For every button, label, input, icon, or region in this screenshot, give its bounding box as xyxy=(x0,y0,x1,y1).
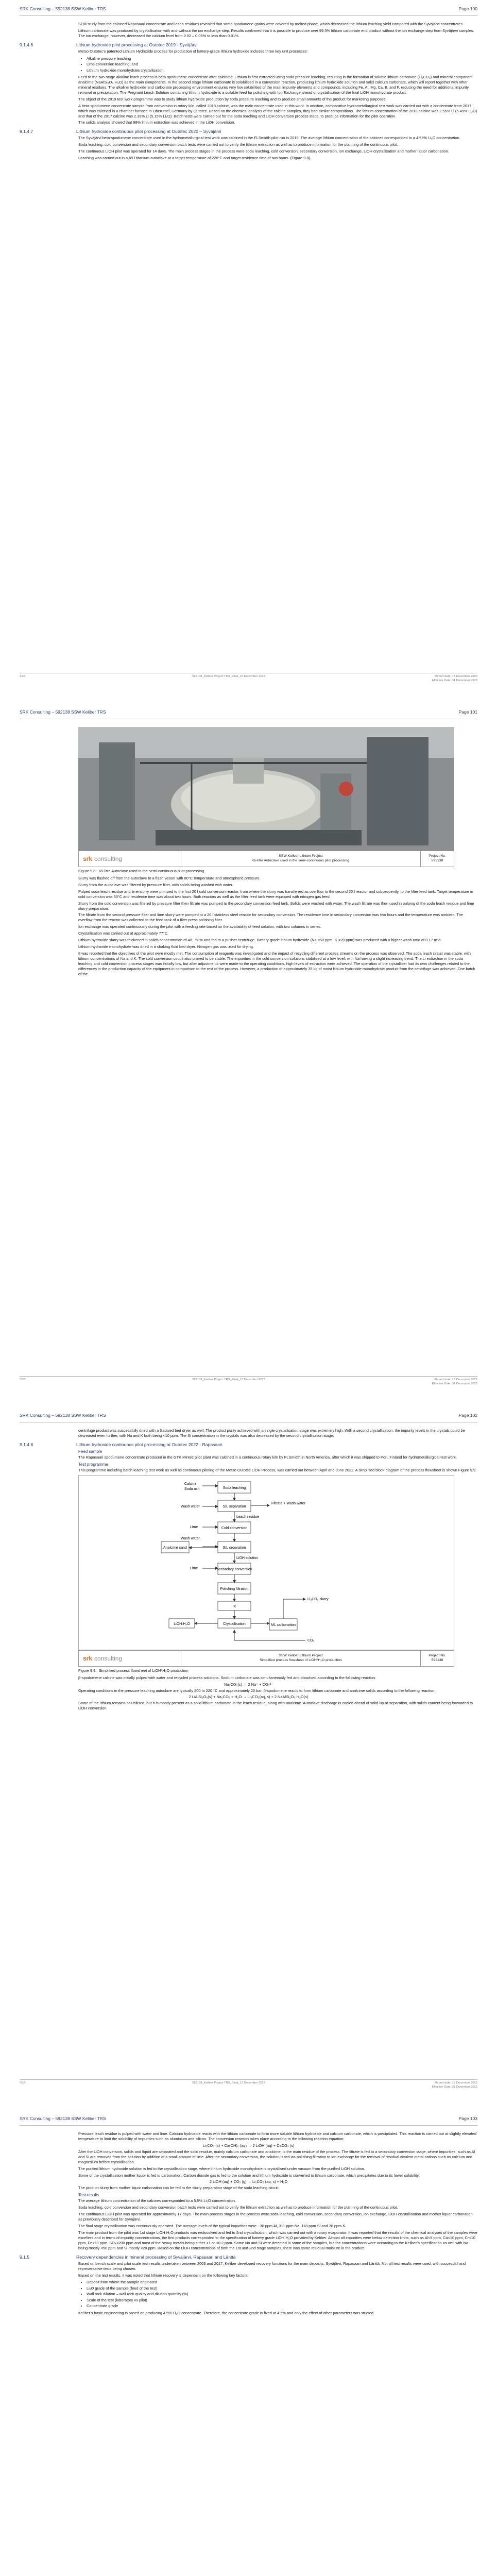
title-block-project: SSW Keliber Lithium Project xyxy=(279,1653,323,1657)
label-soda-leaching: Soda leaching xyxy=(222,1486,246,1490)
paragraph: A beta-spodumene concentrate sample from conversion in rotary kiln, called 2018 calcine, was the main concentrate used in this work. In addition, comparative hydrometallurgical test work was carried out with a concentrate from 2017, which was calcined in a chamber furnace in Oberursel, Germany by Outotec. Based on the chemical analysis of the calcine samples, they had similar compositions. The lithium concentration of the 2016 calcine was 2.55% Li (5.49% Li₂O) and that of the 2017 calcine was 2.39% Li (5.15% Li₂O). Batch tests were carried out for the soda leaching and LiOH conversion process steps, to produce information for the pilot operation. xyxy=(78,103,477,118)
label-calcine: Calcine xyxy=(184,1482,197,1486)
page-number: Page 100 xyxy=(458,6,477,11)
equation: 2 LiOH (aq) + CO₂ (g) → Li₂CO₃ (aq, s) + H₂O xyxy=(209,2179,288,2184)
page-number: Page 103 xyxy=(458,2116,477,2121)
figure-title-block xyxy=(78,1650,454,1667)
figure-text: 65-litre Autoclave used in the semi-continuous pilot processing xyxy=(99,869,204,873)
report-date: Report date: 13 December 2023 xyxy=(435,1378,477,1381)
bullet-list xyxy=(78,56,477,73)
footer-left: SSS xyxy=(20,675,26,678)
project-number-box xyxy=(421,851,454,867)
label-crystallisation: Crystallisation xyxy=(223,1622,246,1626)
paragraph: Crystallisation was carried out at approximately 77°C. xyxy=(78,931,169,936)
list-item: • Scale of the test (laboratory vs pilot) xyxy=(87,2297,477,2303)
list-item: • Deposit from where the sample originated xyxy=(87,2279,477,2285)
label-co2: CO₂ xyxy=(307,1638,315,1642)
label-lioh-product: LiOH·H₂O xyxy=(174,1622,190,1626)
paragraph: Pulped soda leach residue and lime slurry were pumped to the first 20 l cold conversion reactor, from where the slurry was transferred as overflow to the second 20 l reactor and subsequently, to the filter feed tank. Target temperature in cold conversion was 30°C and residence time was about two hours. Both reactors as well as the filter feed tank were equipped with nitrogen gas feed. xyxy=(78,889,473,899)
header-title: SRK Consulting – 592138 SSW Keliber TRS xyxy=(20,6,106,11)
paragraph: The Syväjärvi beta-spodumene concentrate used in the hydrometallurgical test work was calcined in the FLSmidth pilot run in 2019. The average lithium concentration of the calcines corresponded to a 4.53% Li₂O concentration. xyxy=(78,135,460,141)
paragraph: Soda leaching, cold conversion and secondary conversion batch tests were carried out to verify the lithium extraction as well as to produce information for the planning of the continuous pilot. xyxy=(78,2205,398,2210)
page-number: Page 101 xyxy=(458,709,477,715)
section-title: Lithium hydroxide continuous pilot processing at Outotec 2022 - Rapasaari xyxy=(76,1442,222,1447)
paragraph: This programme including batch leaching test work as well as continuous piloting of the Metso Outotec LiOH Process, was carried out between April and June 2022. A simplified block diagram of the process flowsheet is shown Figure 9.9. xyxy=(78,1467,477,1472)
list-item: • Concentrate grade xyxy=(87,2303,477,2309)
paragraph: The final stage crystallisation was continuously operated. The average levels of the typical impurities were ~30 ppm Al, 311 ppm Na, 118 ppm Si and 38 ppm K. xyxy=(78,2224,347,2229)
footer-dates xyxy=(432,2081,477,2090)
label-analcime: Analcime sand xyxy=(163,1546,187,1550)
srk-logo xyxy=(79,851,181,867)
paragraph: Based on bench scale and pilot scale test results undertaken between 2003 and 2017, Keliber developed recovery functions for the main deposits, Syväjärvi, Rapasaari and Länttä. Not all test results were used, with successful and representative tests being chosen. xyxy=(78,2261,466,2271)
paragraph: The object of the 2019 test work programme was to study lithium hydroxide production by soda pressure leaching and to produce small amounts of the product for marketing purposes. xyxy=(78,96,387,101)
list-item: • Lime conversion leaching; and xyxy=(87,61,477,67)
label-leach-residue: Leach residue xyxy=(236,1515,259,1519)
paragraph: Pressure leach residue is pulped with water and lime. Calcium hydroxide reacts with the lithium carbonate to form more soluble lithium hydroxide and calcium carbonate, which is precipitated. This reaction is carried out at slightly elevated temperature to limit the solubility of impurities such as aluminium and silicon. The conversion reaction takes place according to the following reaction equation: xyxy=(78,2131,476,2141)
footer-left: SSS xyxy=(20,1378,26,1381)
label-filtrate-water: Filtrate + Wash water xyxy=(271,1501,306,1505)
flowsheet-figure xyxy=(78,1475,454,1667)
paragraph: Ion exchange was operated continuously during the pilot with a feeding rate based on the availability of feed solution, with two columns in series. xyxy=(78,924,322,929)
list-item: • Lithium hydroxide monohydrate crystallisation. xyxy=(87,67,477,73)
footer-center: 592138_Keliber Project TRS_Final_13 December 2023 xyxy=(192,675,265,678)
page-102 xyxy=(0,1406,497,2110)
footer-left: SSS xyxy=(20,2081,26,2084)
project-number-label: Project No. xyxy=(429,1653,446,1657)
paragraph: Some of the crystallisation mother liquor is fed to carbonation. Carbon dioxide gas is fed to the solution and lithium hydroxide is converted to lithium carbonate, which precipitates due to its lower solubility: xyxy=(78,2173,420,2178)
paragraph: The product slurry from mother liquor carbonation can be fed to the slurry preparation stage of the soda leaching circuit. xyxy=(78,2185,280,2191)
paragraph: Metso Outotec’s patented Lithium Hydroxide process for production of battery-grade lithium hydroxide includes three key unit processes: xyxy=(78,48,308,54)
report-date: Report date: 13 December 2023 xyxy=(435,675,477,678)
label-polishing: Polishing filtration xyxy=(220,1587,249,1591)
list-item: • Wall rock dilution – wall rock quality and dilution quantity (%) xyxy=(87,2291,477,2297)
paragraph: Leaching was carried out in a 65 l titanium autoclave at a target temperature of 220°C and target residence time of two hours. (Figure 9.8). xyxy=(78,156,311,161)
label-wash-water-1: Wash water xyxy=(181,1504,200,1509)
equation: Na₂CO₃(s) → 2 Na⁺ + CO₃²⁻ xyxy=(224,1682,273,1687)
paragraph: SEM study from the calcined Rapasaari concentrate and leach residues revealed that some spodumene grains were covered by melted phase, which decreased the lithium leaching yield compared with the Syväjärvi concentrates. xyxy=(78,22,464,26)
paragraph: The Rapasaari spodumene concentrate produced in the GTK Mintec pilot plant was calcined in a continuous rotary kiln by FLSmidth in North America, after which it was shipped to Pori, Finland for hydrometallurgical test work. xyxy=(78,1454,457,1460)
section-heading xyxy=(20,129,477,134)
effective-date: Effective Date: 31 December 2023 xyxy=(432,679,477,682)
paragraph: Slurry from the autoclave was filtered by pressure filter, with solids being washed with water. xyxy=(78,882,233,887)
page-header xyxy=(20,1413,477,1422)
page-body xyxy=(20,725,477,978)
section-number: 9.1.4.7 xyxy=(20,129,33,134)
title-block-caption xyxy=(181,851,421,867)
page-body xyxy=(20,1428,477,1713)
paragraph: β-spodumene calcine was initially pulped with water and recycled process solutions. Sodium carbonate was simultaneously fed and dissolved according to the following reaction: xyxy=(78,1675,376,1680)
equation: 2 LiAlSi₂O₆(s) + Na₂CO₃ + H₂O → Li₂CO₃(aq, s) + 2 NaAlSi₂O₆·H₂O(s) xyxy=(188,1694,309,1700)
subheading: Feed sample xyxy=(78,1449,102,1454)
logo-subtext: consulting xyxy=(94,1654,123,1662)
paragraph: Keliber’s basic engineering is based on producing 4.5% Li₂O concentrate. Therefore, the concentrate grade is fixed at 4.5% and only the effect of other parameters was studied. xyxy=(78,2310,375,2315)
paragraph: Operating conditions in the pressure leaching autoclave are typically 200 to 220 °C and approximately 20 bar. β-spodumene reacts to form lithium carbonate and analcime solids according to the following reaction: xyxy=(78,1688,436,1693)
flowsheet-diagram xyxy=(79,1476,454,1650)
title-block-description: Simplified process flowsheet of LiOH*H₂O production xyxy=(260,1658,342,1662)
paragraph: Slurry from the cold conversion was filtered by pressure filter then filtrate was pumped to the secondary conversion feed tank. Solids were washed with water. The wash filtrate was then used in pulping of the soda leach residue and lime slurry preparation. xyxy=(78,901,474,911)
equation: Li₂CO₃ (s) + Ca(OH)₂ (aq) → 2 LiOH (aq) + CaCO₃ (s) xyxy=(202,2143,295,2148)
autoclave-photo xyxy=(78,727,454,851)
title-block-description: 65-litre Autoclave used in the semi-continuous pilot processing xyxy=(252,859,349,862)
label-wash-water-2: Wash water xyxy=(181,1536,200,1540)
section-heading xyxy=(20,1442,477,1447)
page-103 xyxy=(0,2110,497,2576)
page-header xyxy=(20,6,477,16)
paragraph: After the LiOH conversion, solids and liquid are separated and the solid residue, mainly calcium carbonate and analcime, is the main residue of the process. The filtrate is fed to a secondary conversion stage, where impurities, such as Al and Si are removed from the solution by addition of a small amount of lime. After the secondary conversion, the solution is fed via polishing filtration to ion exchange for the removal of residual divalent metal cations such as calcium and magnesium before crystallisation. xyxy=(78,2149,475,2164)
section-title: Recovery dependencies in mineral processing of Syväjärvi, Rapasaari and Länttä xyxy=(76,2254,236,2260)
footer-dates xyxy=(432,675,477,683)
paragraph: Soda leaching, cold conversion and secondary conversion batch tests were carried out to verify the lithium extraction as well as to produce information for the planning of the continuous pilot. xyxy=(78,142,398,147)
logo-text: srk xyxy=(83,1654,93,1662)
footer-center: 592138_Keliber Project TRS_Final_13 December 2023 xyxy=(192,1378,265,1381)
paragraph: The filtrate from the second pressure filter and lime slurry were pumped to a 20 l stainless steel reactor for secondary conversion. The residence time in secondary conversion was two hours and the temperature was ambient. The overflow from the reactor was collected to the feed tank of a filter press polishing filter. xyxy=(78,912,463,923)
footer-center: 592138_Keliber Project TRS_Final_13 December 2023 xyxy=(192,2081,265,2084)
subheading: Test results xyxy=(78,2193,99,2198)
project-number-box xyxy=(421,1651,454,1666)
label-cold-conversion: Cold conversion xyxy=(221,1526,248,1530)
header-title: SRK Consulting – 592138 SSW Keliber TRS xyxy=(20,2116,106,2121)
paragraph: The continuous LiOH pilot was operated for approximately 17 days. The main process stages in the process were soda leaching, cold conversion, secondary conversion, ion exchange, LiOH crystallisation and mother liquor carbonation as previously described for Syväjärvi. xyxy=(78,2212,473,2222)
paragraph: Lithium hydroxide slurry was thickened in solids concentration of 40 - 50% and fed to a pusher centrifuge. Battery-grade lithium hydroxide (Na <50 ppm, K <20 ppm) was produced with a higher wash ratio of 0.17 m³/t. xyxy=(78,938,442,943)
page-body xyxy=(20,22,477,162)
list-item: • Alkaline pressure leaching xyxy=(87,56,477,61)
project-number: 592138 xyxy=(431,1658,443,1662)
paragraph: Some of the lithium remains solubilised, but it is mostly present as a solid lithium carbonate in the leach residue, along with analcime. Autoclave discharge is cooled ahead of solid-liquid separation, with solids content being forwarded to LiOH conversion. xyxy=(78,1701,473,1711)
process-flowsheet xyxy=(78,1475,454,1650)
figure-number: Figure 9.8: xyxy=(78,869,97,873)
page-footer xyxy=(20,673,477,683)
header-title: SRK Consulting – 592138 SSW Keliber TRS xyxy=(20,1413,106,1418)
figure-text: Simplified process flowsheet of LiOH*H₂O production xyxy=(99,1668,188,1673)
page-number: Page 102 xyxy=(458,1413,477,1418)
effective-date: Effective Date: 31 December 2023 xyxy=(432,2085,477,2089)
figure-caption xyxy=(78,869,477,874)
paragraph: Lithium carbonate was produced by crystallisation with and without the ion exchange step. Results confirmed that it is possible to produce over 99.5% lithium carbonate end product without the ion exchange step from Syväjärvi samples. The ion exchange, however, decreased the calcium level from 0.02 – 0.05% to less than 0.01%. xyxy=(78,28,474,38)
figure-title-block xyxy=(78,851,454,867)
label-li2co3: Li₂CO₃ slurry xyxy=(307,1597,329,1601)
paragraph: It was reported that the objectives of the pilot were mostly met. The consumption of reagents was investigated and the impact of recycling different process streams on the process was observed. The soda leach circuit was stable, with lithium concentrations of Na and K. The cold conversion circuit also proved to be stable. The impurities in the cold conversion solutions stabilised at a low level, with Na having a slight increasing trend. The Li extraction in the soda leaching and cold conversion process stages was initially low, but after adjustments were made to the operating conditions, high levels of extraction were achieved. The operation of the crystalliser had its own challenges related to the differences in the production capacity of the equipment in comparison to the rest of the process. However, a production of approximately 35 kg of moist lithium hydroxide monohydrate product from the centrifuge was achieved. One batch of the xyxy=(78,951,475,976)
page-footer xyxy=(20,1376,477,1386)
figure-number: Figure 9.9: xyxy=(78,1668,97,1673)
section-title: Lithium hydroxide continuous pilot processing at Outotec 2020 – Syväjärvi xyxy=(76,129,221,134)
list-item: • Li₂O grade of the sample (feed of the test) xyxy=(87,2285,477,2291)
paragraph: The solids analysis showed that 98% lithium extraction was achieved in the LiOH conversion. xyxy=(78,120,235,125)
title-block-caption xyxy=(181,1651,421,1666)
page-101 xyxy=(0,703,497,1406)
label-lioh-solution: LiOH solution xyxy=(236,1556,259,1560)
autoclave-illustration xyxy=(78,727,454,851)
label-lime-2: Lime xyxy=(190,1566,198,1570)
project-number-label: Project No. xyxy=(429,854,446,858)
section-number: 9.1.4.6 xyxy=(20,42,33,47)
page-header xyxy=(20,709,477,719)
page-body xyxy=(20,2131,477,2317)
bullet-list xyxy=(78,2279,477,2309)
label-sl-sep-1: S/L separation xyxy=(222,1504,246,1509)
section-number: 9.1.4.8 xyxy=(20,1442,33,1447)
label-lime: Lime xyxy=(190,1525,198,1529)
autoclave-figure xyxy=(78,727,454,867)
srk-logo xyxy=(79,1651,181,1666)
label-ml-carbonation: ML carbonation xyxy=(271,1623,296,1627)
page-header xyxy=(20,2116,477,2126)
paragraph: The average lithium concentration of the calcines corresponded to a 5.5% Li₂O concentration. xyxy=(78,2198,236,2204)
label-soda-ash: Soda ash xyxy=(184,1487,200,1491)
paragraph: centrifuge product was successfully dried with a fluidised bed dryer as well. The product purity achieved with a single crystallisation stage was extremely high. With a second crystallisation, the impurity levels in the crystals could be decreased even further, with Na and K both being <10 ppm. The Si concentration in the crystals was also decreased by the second crystallisation stage. xyxy=(78,1428,465,1438)
paragraph: The purified lithium hydroxide solution is fed to the crystallisation stage, where lithium hydroxide monohydrate is crystallised under vacuum from the purified LiOH solution. xyxy=(78,2166,365,2171)
logo-subtext: consulting xyxy=(94,855,123,862)
label-ix: IX xyxy=(232,1604,236,1608)
section-title: Lithium hydroxide pilot processing at Outotec 2019 - Syväjärvi xyxy=(76,42,198,47)
page-100 xyxy=(0,0,497,703)
figure-caption xyxy=(78,1668,477,1673)
paragraph: Slurry was flashed off from the autoclave to a flash vessel with 80°C temperature and atmospheric pressure. xyxy=(78,875,261,880)
page-footer xyxy=(20,2079,477,2090)
paragraph: Based on the test results, it was noted that lithium recovery is dependent on the following key factors: xyxy=(78,2273,249,2278)
label-secondary-conversion: Secondary conversion xyxy=(216,1567,252,1571)
footer-dates xyxy=(432,1378,477,1386)
effective-date: Effective Date: 31 December 2023 xyxy=(432,1382,477,1385)
subheading: Test programme xyxy=(78,1462,108,1467)
title-block-project: SSW Keliber Lithium Project xyxy=(279,854,323,858)
paragraph: The main product from the pilot was 1st stage LiOH·H₂O products was redissolved and fed to 2nd crystallisation, which was carried out with a rotary evaporator. It was reported that the results of the chemical analyses of the samples were excellent and in terms of impurity concentrations, the first products corresponded to the specification of battery grade LiOH·H₂O provided by Keliber. Almost all impurities were below detection limits, such as Al<5 ppm, Ca<10 ppm, Cr<10 ppm, Fe<50 ppm, SO₄<200 ppm and most of the heavy metals being either <1 or <0.2 ppm. Some Na and Si were detected in some of the samples, but the concentrations were according to the Keliber’s specification as well with Na being mostly <50 ppm and Si mostly <20 ppm. Based on the LiOH concentrations of both the 1st and 2nd stage samples, there was some residual moisture in the product. xyxy=(78,2230,477,2250)
paragraph: The continuous LiOH pilot was operated for 14 days. The main process stages in the process were soda leaching, cold conversion, secondary conversion, ion exchange, LiOH crystallisation and mother liquor carbonation. xyxy=(78,149,449,154)
paragraph: Lithium hydroxide monohydrate was dried in a shaking fluid bed dryer. Nitrogen gas was used for drying. xyxy=(78,944,254,950)
paragraph: Feed to the two-stage alkaline leach process is beta-spodumene concentrate after calcining. Lithium is first extracted using soda pressure leaching, resulting in the formation of soluble lithium carbonate (Li₂CO₃) and mineral component analcime (NaAlSi₂O₆·H₂O) as the main components. In the second stage lithium carbonate is solubilised in a conversion reaction, producing lithium hydroxide solution and solid calcium carbonate, which will report together with other mineral residues. The alkaline hydroxide and carbonate processing environment ensures very low solubilities of the main impurity elements and compounds, including Fe, Al, Mg, Ca, B, and P, reducing the need for additional impurity removal or precipitation. The Pregnant Leach Solution containing lithium hydroxide is a suitable feed for polishing with Ion Exchange ahead of crystallisation of the final LiOH monohydrate product. xyxy=(78,75,473,95)
header-title: SRK Consulting – 592138 SSW Keliber TRS xyxy=(20,709,106,715)
label-sl-sep-2: S/L separation xyxy=(222,1546,246,1550)
logo-text: srk xyxy=(83,855,93,862)
section-heading xyxy=(20,2255,477,2260)
report-date: Report date: 13 December 2023 xyxy=(435,2081,477,2084)
project-number: 592138 xyxy=(431,859,443,862)
section-number: 9.1.5 xyxy=(20,2254,30,2260)
section-heading xyxy=(20,42,477,47)
